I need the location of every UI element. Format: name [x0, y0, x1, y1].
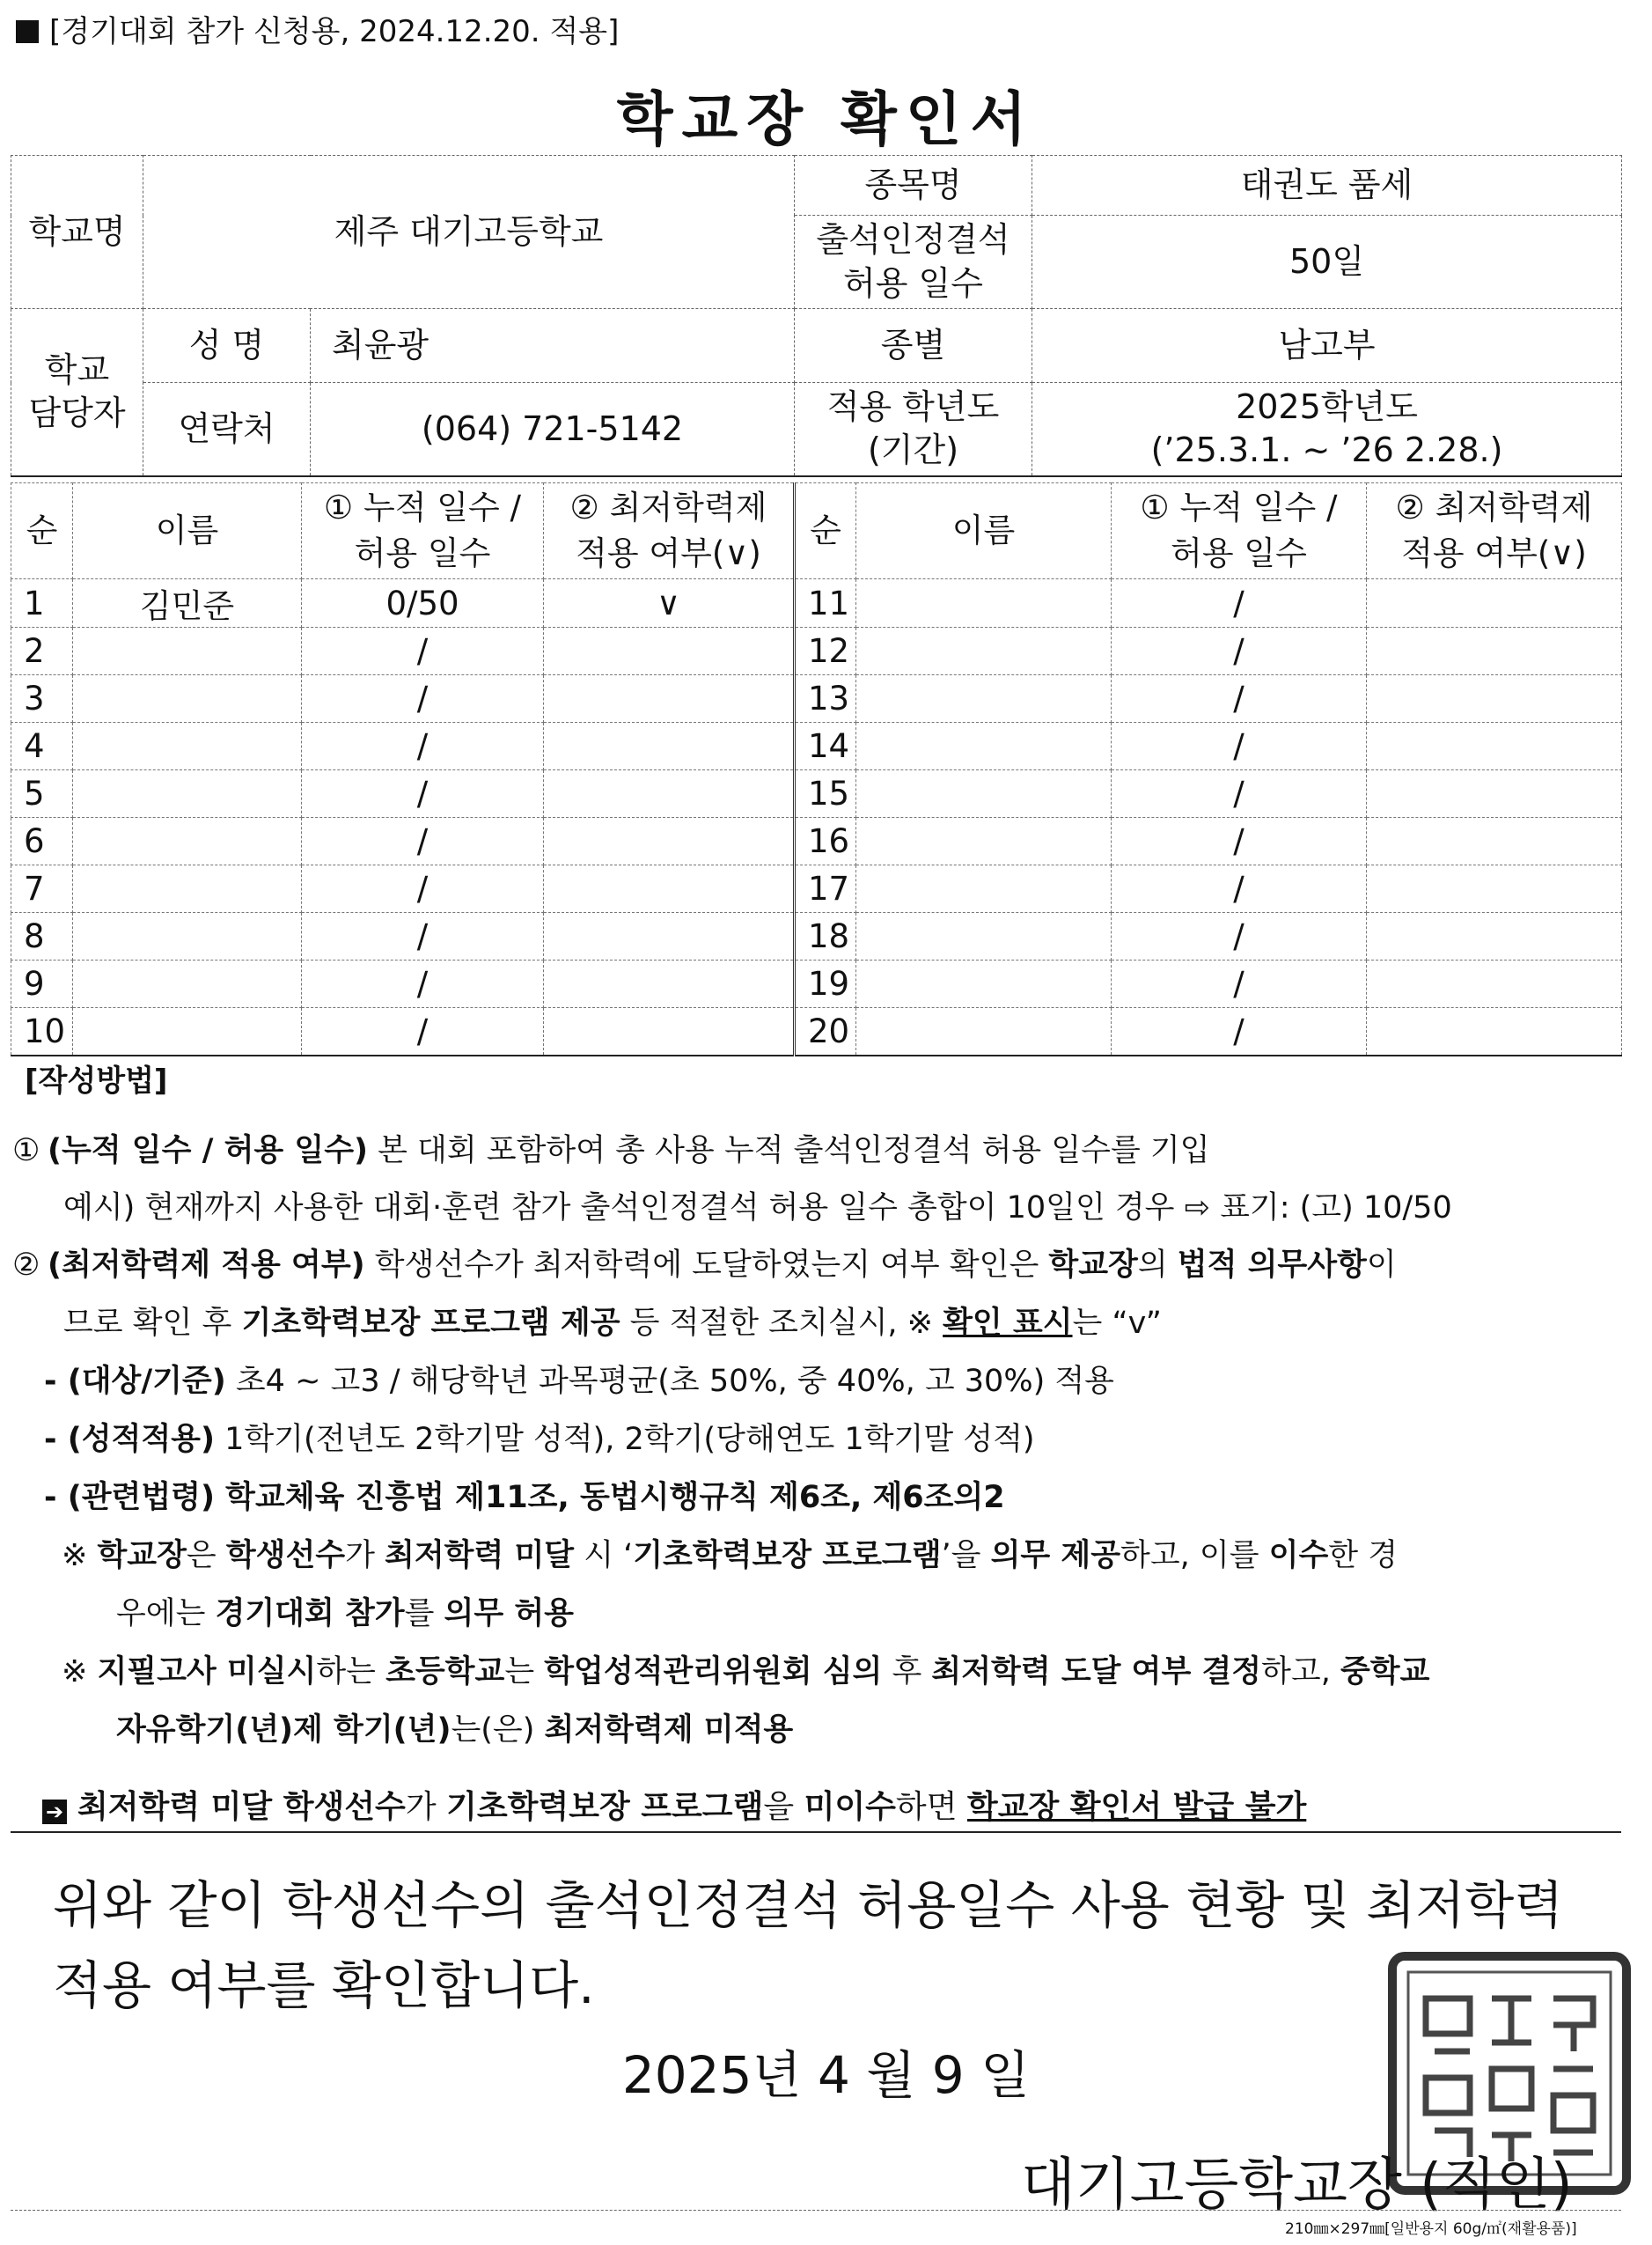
- row-name: [73, 961, 302, 1008]
- row-days: /: [302, 1008, 544, 1056]
- method-line-9: 우에는 경기대회 참가를 의무 허용: [116, 1596, 574, 1631]
- method-line-4: 므로 확인 후 기초학력보장 프로그램 제공 등 적절한 조치실시, ※ 확인 표시는 “v”: [63, 1306, 1162, 1341]
- method-line-5: - (대상/기준) 초4 ~ 고3 / 해당학년 과목평균(초 50%, 중 40%, 고 30%) 적용: [44, 1364, 1114, 1399]
- school-value: 제주 대기고등학교: [143, 156, 795, 309]
- row-no: 15: [795, 770, 856, 818]
- row-basic: [544, 770, 795, 818]
- method-line-2: 예시) 현재까지 사용한 대회·훈련 참가 출석인정결석 허용 일수 총합이 10일인 경우 ⇨ 표기: (고) 10/50: [63, 1190, 1452, 1226]
- row-basic: [1367, 865, 1622, 913]
- row-name: [856, 961, 1112, 1008]
- row-name: [856, 818, 1112, 865]
- confirm-line-2: 적용 여부를 확인합니다.: [53, 1955, 595, 2015]
- method-title: [작성방법]: [25, 1064, 168, 1099]
- header-name: 이름: [73, 483, 302, 579]
- table-row: [11, 1008, 1622, 1056]
- row-basic: ∨: [544, 579, 795, 628]
- name-label: 성 명: [143, 309, 311, 383]
- row-basic: [1367, 723, 1622, 770]
- header-days: ① 누적 일수 / 허용 일수: [302, 483, 544, 579]
- row-days: /: [302, 818, 544, 865]
- row-no: 1: [11, 579, 73, 628]
- row-no: 5: [11, 770, 73, 818]
- row-name: [73, 913, 302, 961]
- row-basic: [544, 628, 795, 675]
- row-days: /: [1112, 675, 1367, 723]
- row-days: /: [1112, 579, 1367, 628]
- row-days: /: [1112, 913, 1367, 961]
- row-no: 4: [11, 723, 73, 770]
- category-label: 종별: [795, 309, 1032, 383]
- year-value: 2025학년도 (’25.3.1. ~ ’26 2.28.): [1032, 383, 1622, 476]
- row-basic: [1367, 1008, 1622, 1056]
- phone-label: 연락처: [143, 383, 311, 476]
- event-value: 태권도 품세: [1032, 156, 1622, 216]
- row-days: /: [302, 628, 544, 675]
- method-line-6: - (성적적용) 1학기(전년도 2학기말 성적), 2학기(당해연도 1학기말 성적): [44, 1422, 1035, 1457]
- name-value: 최윤광: [311, 309, 795, 383]
- row-no: 14: [795, 723, 856, 770]
- row-no: 2: [11, 628, 73, 675]
- row-days: /: [1112, 1008, 1367, 1056]
- row-days: /: [1112, 770, 1367, 818]
- row-name: [856, 723, 1112, 770]
- row-basic: [1367, 628, 1622, 675]
- header-days: ① 누적 일수 / 허용 일수: [1112, 483, 1367, 579]
- row-no: 8: [11, 913, 73, 961]
- row-no: 3: [11, 675, 73, 723]
- row-no: 19: [795, 961, 856, 1008]
- table-row: [11, 579, 1622, 628]
- row-days: /: [302, 675, 544, 723]
- row-basic: [544, 723, 795, 770]
- table-row: [11, 913, 1622, 961]
- final-note: ➔ 최저학력 미달 학생선수가 기초학력보장 프로그램을 미이수하면 학교장 확인서 발급 불가: [42, 1782, 1306, 1827]
- row-no: 20: [795, 1008, 856, 1056]
- method-line-3: ② (최저학력제 적용 여부) 학생선수가 최저학력에 도달하였는지 여부 확인은 학교장의 법적 의무사항이: [12, 1248, 1397, 1283]
- row-name: [856, 770, 1112, 818]
- row-no: 11: [795, 579, 856, 628]
- row-name: [73, 628, 302, 675]
- row-name: [73, 1008, 302, 1056]
- row-basic: [1367, 913, 1622, 961]
- allowed-days-value: 50일: [1032, 216, 1622, 309]
- school-label: 학교명: [11, 156, 143, 309]
- footer-divider: [11, 2210, 1621, 2211]
- square-bullet-icon: [16, 20, 39, 43]
- row-no: 13: [795, 675, 856, 723]
- row-days: /: [302, 770, 544, 818]
- row-name: 김민준: [73, 579, 302, 628]
- roster-table: [11, 482, 1622, 1056]
- row-no: 16: [795, 818, 856, 865]
- row-days: /: [1112, 818, 1367, 865]
- table-row: [11, 770, 1622, 818]
- section-divider: [11, 1831, 1621, 1833]
- header-no: 순: [11, 483, 73, 579]
- allowed-days-label: 출석인정결석 허용 일수: [795, 216, 1032, 309]
- method-line-7: - (관련법령) 학교체육 진흥법 제11조, 동법시행규칙 제6조, 제6조의2: [44, 1480, 1005, 1515]
- contact-label: 학교 담당자: [11, 309, 143, 476]
- row-basic: [544, 913, 795, 961]
- table-row: [11, 865, 1622, 913]
- row-name: [73, 723, 302, 770]
- row-name: [73, 818, 302, 865]
- header-name: 이름: [856, 483, 1112, 579]
- row-days: /: [302, 913, 544, 961]
- row-basic: [1367, 579, 1622, 628]
- year-label: 적용 학년도 (기간): [795, 383, 1032, 476]
- header-basic: ② 최저학력제 적용 여부(∨): [544, 483, 795, 579]
- row-basic: [544, 961, 795, 1008]
- info-table: [11, 155, 1622, 477]
- row-basic: [544, 818, 795, 865]
- method-line-11: 자유학기(년)제 학기(년)는(은) 최저학력제 미적용: [116, 1712, 794, 1748]
- signer-line: 대기고등학교장 (직인): [1021, 2153, 1573, 2218]
- event-label: 종목명: [795, 156, 1032, 216]
- row-days: 0/50: [302, 579, 544, 628]
- row-name: [856, 913, 1112, 961]
- row-basic: [1367, 770, 1622, 818]
- document-title: 학교장 확인서: [616, 85, 1036, 153]
- header-no: 순: [795, 483, 856, 579]
- row-days: /: [1112, 865, 1367, 913]
- row-name: [856, 1008, 1112, 1056]
- method-line-10: ※ 지필고사 미실시하는 초등학교는 학업성적관리위원회 심의 후 최저학력 도달 여부 결정하고, 중학교: [62, 1654, 1430, 1689]
- row-name: [73, 675, 302, 723]
- table-row: [11, 628, 1622, 675]
- row-no: 17: [795, 865, 856, 913]
- row-days: /: [302, 865, 544, 913]
- row-basic: [1367, 675, 1622, 723]
- row-days: /: [302, 723, 544, 770]
- row-days: /: [1112, 723, 1367, 770]
- confirm-line-1: 위와 같이 학생선수의 출석인정결석 허용일수 사용 현황 및 최저학력: [53, 1875, 1564, 1935]
- form-label: [경기대회 참가 신청용, 2024.12.20. 적용]: [16, 7, 619, 50]
- row-no: 10: [11, 1008, 73, 1056]
- row-days: /: [1112, 628, 1367, 675]
- paper-spec-note: 210㎜×297㎜[일반용지 60g/㎡(재활용품)]: [1285, 2220, 1577, 2238]
- row-no: 12: [795, 628, 856, 675]
- row-no: 7: [11, 865, 73, 913]
- row-basic: [544, 865, 795, 913]
- arrow-box-icon: ➔: [42, 1800, 67, 1824]
- row-basic: [1367, 961, 1622, 1008]
- row-no: 6: [11, 818, 73, 865]
- table-row: [11, 723, 1622, 770]
- method-line-1: ① (누적 일수 / 허용 일수) 본 대회 포함하여 총 사용 누적 출석인정결석 허용 일수를 기입: [12, 1133, 1210, 1168]
- category-value: 남고부: [1032, 309, 1622, 383]
- table-row: [11, 818, 1622, 865]
- row-basic: [544, 1008, 795, 1056]
- header-basic: ② 최저학력제 적용 여부(∨): [1367, 483, 1622, 579]
- row-days: /: [302, 961, 544, 1008]
- row-no: 9: [11, 961, 73, 1008]
- method-line-8: ※ 학교장은 학생선수가 최저학력 미달 시 ‘기초학력보장 프로그램’을 의무 제공하고, 이를 이수한 경: [62, 1538, 1399, 1573]
- issue-date: 2025년 4 월 9 일: [621, 2045, 1031, 2105]
- table-row: [11, 961, 1622, 1008]
- row-name: [856, 628, 1112, 675]
- row-name: [856, 865, 1112, 913]
- row-name: [856, 579, 1112, 628]
- table-row: [11, 675, 1622, 723]
- row-no: 18: [795, 913, 856, 961]
- phone-value: (064) 721-5142: [311, 383, 795, 476]
- row-name: [73, 770, 302, 818]
- row-days: /: [1112, 961, 1367, 1008]
- row-name: [73, 865, 302, 913]
- row-basic: [544, 675, 795, 723]
- row-basic: [1367, 818, 1622, 865]
- row-name: [856, 675, 1112, 723]
